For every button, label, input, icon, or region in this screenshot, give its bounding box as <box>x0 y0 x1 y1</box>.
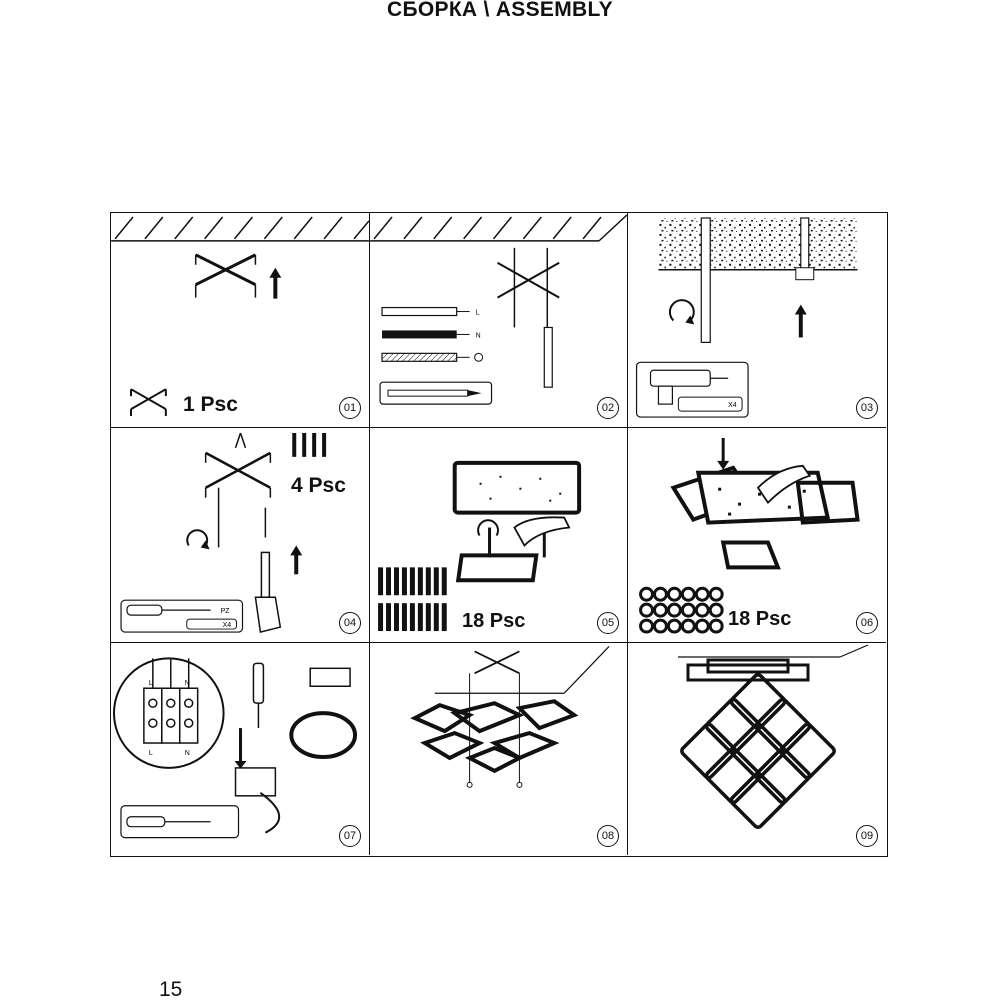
hand-icon <box>514 517 569 545</box>
step-09-panel <box>628 643 886 855</box>
chandelier-icon <box>415 701 574 771</box>
step-04-count: X4 <box>222 622 232 630</box>
step-04-tool: PZ <box>220 608 230 616</box>
step-04-quantity: 4 Psc <box>291 474 346 497</box>
step-07-panel <box>111 643 370 855</box>
assembly-steps-grid <box>110 212 888 857</box>
step-02-panel <box>370 213 628 428</box>
step-03-number: 03 <box>856 397 878 419</box>
step-04-illustration <box>111 428 369 642</box>
step-02-number: 02 <box>597 397 619 419</box>
step-01-panel <box>111 213 370 428</box>
step-01-number: 01 <box>339 397 361 419</box>
screw-icon <box>292 433 326 457</box>
step-06-panel <box>628 428 886 643</box>
step-03-illustration <box>628 213 886 427</box>
hand-icon <box>255 552 280 632</box>
step-09-number: 09 <box>856 825 878 847</box>
step-01-illustration <box>111 213 369 427</box>
page-number: 15 <box>159 978 183 1001</box>
step-05-quantity: 18 Psc <box>462 610 526 632</box>
bracket-icon <box>475 651 520 673</box>
step-08-illustration <box>370 643 627 855</box>
arrow-up-icon <box>269 268 281 299</box>
step-07-top-l: L <box>148 680 153 688</box>
step-04-panel <box>111 428 370 643</box>
step-08-panel <box>370 643 628 855</box>
bolt-icon <box>236 768 276 796</box>
bracket-icon <box>498 263 560 298</box>
step-02-wire-n: N <box>475 332 481 340</box>
step-07-bottom-l: L <box>148 749 153 757</box>
driver-icon <box>253 663 263 728</box>
step-02-illustration <box>370 213 627 427</box>
step-06-number: 06 <box>856 612 878 634</box>
step-08-number: 08 <box>597 825 619 847</box>
step-06-quantity: 18 Psc <box>728 608 792 630</box>
step-05-number: 05 <box>597 612 619 634</box>
step-07-bottom-n: N <box>184 749 190 757</box>
bolt-icon <box>796 268 814 280</box>
screwdriver-icon <box>127 817 211 827</box>
bracket-icon <box>206 453 271 488</box>
step-02-wire-l: L <box>475 309 480 317</box>
screwdriver-icon <box>127 605 211 615</box>
arrow-up-icon <box>290 545 302 574</box>
bracket-icon <box>196 255 256 285</box>
page-title: СБОРКА \ ASSEMBLY <box>387 0 613 21</box>
bolt-icon <box>378 567 447 631</box>
nut-icon <box>641 588 723 632</box>
step-04-number: 04 <box>339 612 361 634</box>
step-09-illustration <box>628 643 886 855</box>
step-01-quantity: 1 Psc <box>183 393 238 416</box>
terminal-block-icon <box>144 688 198 743</box>
chandelier-icon <box>680 673 836 829</box>
drill-icon <box>650 370 728 404</box>
step-07-number: 07 <box>339 825 361 847</box>
step-07-top-n: N <box>184 680 190 688</box>
step-03-count: X4 <box>728 402 737 410</box>
bracket-icon <box>131 389 166 416</box>
step-03-panel <box>628 213 886 428</box>
step-05-panel <box>370 428 628 643</box>
step-07-illustration <box>111 643 369 855</box>
arrow-up-icon <box>795 305 807 338</box>
